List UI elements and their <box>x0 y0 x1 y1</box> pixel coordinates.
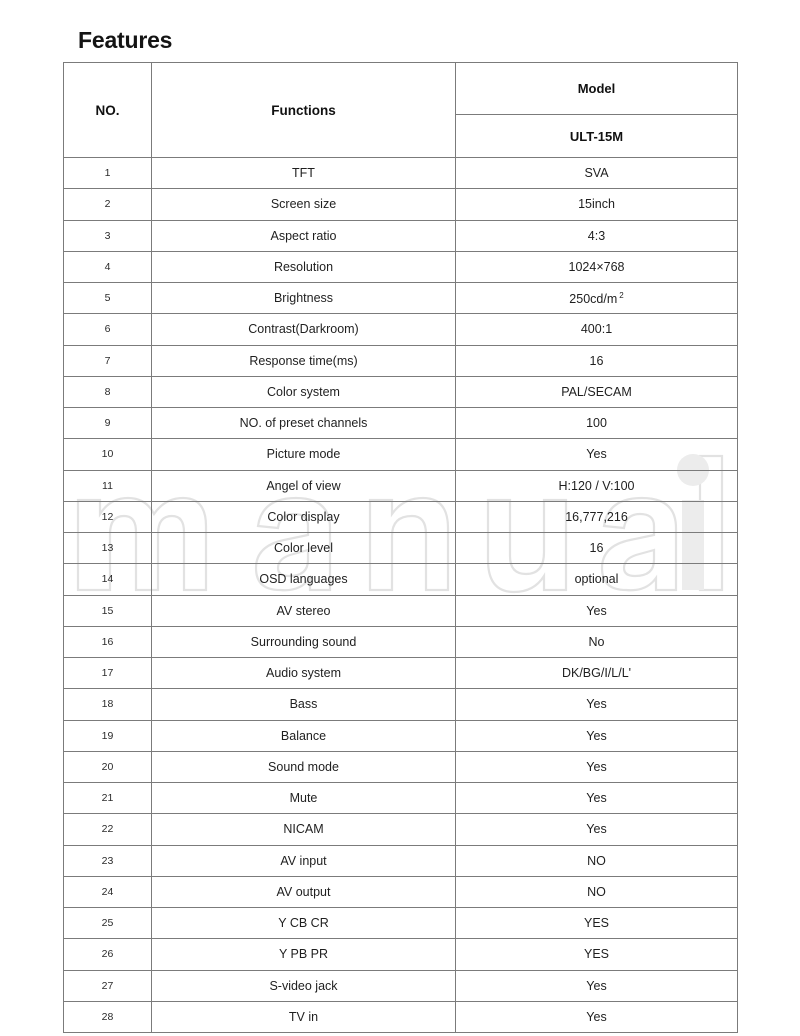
row-number: 10 <box>64 439 152 470</box>
table-body <box>64 158 738 1033</box>
row-value: 16 <box>456 533 738 564</box>
row-number: 26 <box>64 939 152 970</box>
row-number: 22 <box>64 814 152 845</box>
row-function: Mute <box>152 783 456 814</box>
column-header-functions: Functions <box>152 63 456 158</box>
row-function: AV stereo <box>152 595 456 626</box>
row-function: Angel of view <box>152 470 456 501</box>
row-number: 19 <box>64 720 152 751</box>
row-number: 1 <box>64 158 152 189</box>
row-function: Brightness <box>152 283 456 314</box>
row-value: Yes <box>456 970 738 1001</box>
row-function: Bass <box>152 689 456 720</box>
row-value: Yes <box>456 1001 738 1032</box>
row-number: 5 <box>64 283 152 314</box>
table-row <box>64 783 738 814</box>
table-row <box>64 939 738 970</box>
row-number: 24 <box>64 876 152 907</box>
row-value <box>456 283 738 314</box>
row-number: 12 <box>64 501 152 532</box>
row-number: 16 <box>64 626 152 657</box>
row-function: Contrast(Darkroom) <box>152 314 456 345</box>
row-function: NICAM <box>152 814 456 845</box>
row-value: 15inch <box>456 189 738 220</box>
table-row <box>64 158 738 189</box>
table-row <box>64 658 738 689</box>
features-table <box>63 62 738 1033</box>
row-function: TFT <box>152 158 456 189</box>
row-value: No <box>456 626 738 657</box>
table-row <box>64 283 738 314</box>
table-row <box>64 564 738 595</box>
row-number: 15 <box>64 595 152 626</box>
row-function: S-video jack <box>152 970 456 1001</box>
table-header <box>64 63 738 158</box>
row-number: 11 <box>64 470 152 501</box>
row-function: Color display <box>152 501 456 532</box>
row-value: H:120 / V:100 <box>456 470 738 501</box>
row-function: Balance <box>152 720 456 751</box>
row-function: AV input <box>152 845 456 876</box>
row-number: 27 <box>64 970 152 1001</box>
row-number: 6 <box>64 314 152 345</box>
features-table-container <box>63 62 737 1033</box>
table-row <box>64 845 738 876</box>
row-function: Screen size <box>152 189 456 220</box>
row-value: optional <box>456 564 738 595</box>
row-value: 4:3 <box>456 220 738 251</box>
row-function: Color level <box>152 533 456 564</box>
row-function: Picture mode <box>152 439 456 470</box>
row-value: YES <box>456 908 738 939</box>
table-row <box>64 751 738 782</box>
table-header-row-1 <box>64 63 738 115</box>
row-function: Color system <box>152 376 456 407</box>
table-row <box>64 345 738 376</box>
row-number: 3 <box>64 220 152 251</box>
page-title: Features <box>78 27 173 53</box>
row-value: Yes <box>456 814 738 845</box>
row-function: Audio system <box>152 658 456 689</box>
table-row <box>64 251 738 282</box>
table-row <box>64 314 738 345</box>
row-function: Surrounding sound <box>152 626 456 657</box>
row-number: 18 <box>64 689 152 720</box>
row-value: PAL/SECAM <box>456 376 738 407</box>
row-value: Yes <box>456 720 738 751</box>
table-row <box>64 908 738 939</box>
row-function: Y CB CR <box>152 908 456 939</box>
row-value: SVA <box>456 158 738 189</box>
row-number: 23 <box>64 845 152 876</box>
row-value: 400:1 <box>456 314 738 345</box>
row-function: NO. of preset channels <box>152 408 456 439</box>
table-row <box>64 814 738 845</box>
row-number: 7 <box>64 345 152 376</box>
table-row <box>64 439 738 470</box>
row-function: OSD languages <box>152 564 456 595</box>
row-number: 8 <box>64 376 152 407</box>
row-value: Yes <box>456 783 738 814</box>
row-number: 13 <box>64 533 152 564</box>
table-row <box>64 876 738 907</box>
table-row <box>64 533 738 564</box>
row-function: Aspect ratio <box>152 220 456 251</box>
table-row <box>64 220 738 251</box>
row-number: 9 <box>64 408 152 439</box>
table-row <box>64 470 738 501</box>
row-number: 14 <box>64 564 152 595</box>
row-function: Sound mode <box>152 751 456 782</box>
table-row <box>64 689 738 720</box>
row-value: 16,777,216 <box>456 501 738 532</box>
column-header-no: NO. <box>64 63 152 158</box>
table-row <box>64 408 738 439</box>
table-row <box>64 1001 738 1032</box>
row-value: NO <box>456 845 738 876</box>
column-header-model: Model <box>456 63 738 115</box>
row-value: YES <box>456 939 738 970</box>
table-row <box>64 595 738 626</box>
row-number: 4 <box>64 251 152 282</box>
row-value: NO <box>456 876 738 907</box>
row-value: 1024×768 <box>456 251 738 282</box>
row-number: 17 <box>64 658 152 689</box>
table-row <box>64 720 738 751</box>
table-row <box>64 501 738 532</box>
column-header-model-name: ULT-15M <box>456 115 738 158</box>
row-function: TV in <box>152 1001 456 1032</box>
row-value-text: 250cd/m <box>569 291 618 306</box>
row-value: Yes <box>456 595 738 626</box>
row-function: AV output <box>152 876 456 907</box>
table-row <box>64 189 738 220</box>
row-value: Yes <box>456 689 738 720</box>
row-number: 2 <box>64 189 152 220</box>
table-row <box>64 376 738 407</box>
row-function: Resolution <box>152 251 456 282</box>
row-function: Y PB PR <box>152 939 456 970</box>
row-number: 21 <box>64 783 152 814</box>
row-value: Yes <box>456 439 738 470</box>
row-value: 100 <box>456 408 738 439</box>
row-value: DK/BG/I/L/L' <box>456 658 738 689</box>
row-number: 25 <box>64 908 152 939</box>
row-function: Response time(ms) <box>152 345 456 376</box>
row-number: 28 <box>64 1001 152 1032</box>
table-row <box>64 970 738 1001</box>
row-number: 20 <box>64 751 152 782</box>
table-row <box>64 626 738 657</box>
row-value-superscript: 2 <box>619 290 624 300</box>
row-value: 16 <box>456 345 738 376</box>
row-value: Yes <box>456 751 738 782</box>
